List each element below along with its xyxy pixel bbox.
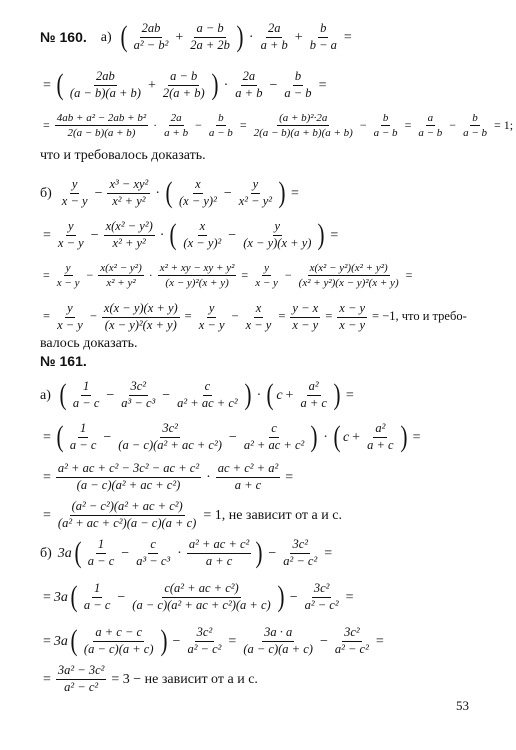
- numerator: 1: [78, 422, 88, 438]
- denominator: 2a + 2b: [190, 37, 230, 52]
- fraction: [187, 538, 251, 569]
- denominator: a − c: [83, 597, 111, 612]
- fraction: [161, 70, 207, 101]
- fraction: [102, 302, 180, 333]
- denominator: x² + y²: [106, 277, 136, 290]
- fraction: [82, 626, 156, 657]
- p161b-label: б): [40, 545, 52, 561]
- numerator: a − b: [168, 70, 199, 86]
- numerator: x − y: [337, 302, 367, 318]
- variable-c: c: [342, 429, 350, 445]
- p161a-line4: = $\frac{\text{(a² − c²)(a² + ac + c²)}}{\text{(a² + ac + c²)(a − c)(a + c)}}$ = 1, не зависит от a и c.: [43, 499, 342, 530]
- result-text: = 1;: [494, 118, 514, 132]
- fraction: [162, 112, 190, 139]
- denominator: a − c: [87, 553, 115, 568]
- numerator: x(x − y)(x + y): [102, 302, 180, 318]
- fraction: [241, 626, 315, 657]
- numerator: x(x² − y²): [104, 220, 155, 236]
- p161b-line4: = $\frac{\text{3a² − 3c²}}{\text{a² − c²}}$ = 3 − не зависит от a и c.: [43, 663, 258, 694]
- fraction: [98, 262, 144, 289]
- numerator: b: [381, 112, 391, 126]
- denominator: a² + ac + c²: [243, 437, 305, 452]
- fraction: [86, 538, 116, 569]
- numerator: (a² − c²)(a² + ac + c²): [70, 500, 185, 516]
- numerator: c: [148, 538, 158, 554]
- p161a-line1: а) ( $\frac{1}{a - c}$ − $\frac{\text{3c²}}{\text{a³ − c³}}$ − $\frac{c}{\text{a² + ac + c²}}$ ) · ( c + $\frac{\text{a²}}{a + c}$ ) =: [40, 378, 354, 412]
- numerator: a²: [307, 380, 321, 396]
- numerator: 1: [96, 538, 106, 554]
- fraction: [56, 664, 106, 695]
- fraction: [56, 462, 201, 493]
- fraction: [82, 582, 112, 613]
- denominator: a + c: [234, 477, 262, 492]
- denominator: a + b: [235, 85, 263, 100]
- denominator: x − y: [57, 235, 84, 250]
- p160a-line3: = $\frac{\text{4ab + a² − 2ab + b²}}{2(a - b)(a + b)}$ · $\frac{2a}{a + b}$ − $\frac{b}{a - b}$ = $\frac{\text{(a + b)²·2a}}{2(a - b)(a + b)(a + b)}$ − $\frac{b}{a - b}$ = $\frac{a}{a - b}$ − $\frac{b}{a - b}$ = 1;: [43, 112, 514, 140]
- denominator: a² − c²: [64, 679, 99, 694]
- numerator: y: [65, 302, 75, 318]
- p161a-line3: = $\frac{\text{a² + ac + c² − 3c² − ac + c²}}{\text{(a − c)(a² + ac + c²)}}$ · $\frac{\text{ac + c² + a²}}{a + c}$ =: [43, 461, 294, 492]
- p161a-line2: = ( $\frac{1}{a - c}$ − $\frac{\text{3c²}}{\text{(a − c)(a² + ac + c²)}}$ − $\frac{c}{\text{a² + ac + c²}}$ ) · ( c + $\frac{\text{a²}}{a + c}$ ) =: [43, 420, 421, 454]
- fraction: [119, 380, 157, 411]
- numerator: y: [64, 262, 73, 276]
- fraction: [244, 302, 274, 333]
- denominator: a − c: [72, 395, 100, 410]
- fraction: [461, 112, 489, 139]
- denominator: x − y: [292, 317, 319, 332]
- denominator: (x − y)²(x + y): [104, 317, 177, 332]
- numerator: 3c²: [160, 422, 180, 438]
- denominator: x − y: [56, 277, 80, 290]
- numerator: 1: [92, 582, 102, 598]
- denominator: (x − y)²(x + y): [165, 277, 229, 290]
- numerator: ac + c² + a²: [216, 462, 280, 478]
- p160a-line1: № 160. а) ( $\frac{2ab}{\text{a² − b²}}$ + $\frac{a - b}{2a + 2b}$ ) · $\frac{2a}{a + b}$ + $\frac{b}{b - a}$ =: [40, 20, 352, 54]
- denominator: x − y: [245, 317, 272, 332]
- denominator: a − b: [208, 127, 233, 140]
- numerator: y: [262, 262, 271, 276]
- numerator: a + c − c: [93, 626, 144, 642]
- numerator: a: [426, 112, 436, 126]
- problem-161-number: № 161.: [40, 353, 87, 369]
- fraction: [71, 380, 101, 411]
- denominator: 2(a + b): [162, 85, 205, 100]
- fraction: [233, 70, 264, 101]
- numerator: 3a · a: [262, 626, 294, 642]
- denominator: x − y: [61, 193, 88, 208]
- fraction: [68, 70, 143, 101]
- denominator: a + c: [367, 437, 394, 452]
- fraction: [365, 422, 395, 453]
- denominator: (a − b)(a + b): [69, 85, 141, 100]
- paren-close: ): [236, 20, 244, 54]
- fraction: [337, 302, 367, 333]
- numerator: 2ab: [94, 70, 117, 86]
- denominator: (a − c)(a + c): [243, 641, 313, 656]
- numerator: 2ab: [140, 22, 163, 38]
- fraction: [188, 22, 232, 53]
- fraction: [177, 178, 219, 209]
- denominator: (x − y)(x + y): [243, 235, 312, 250]
- numerator: 4ab + a² − 2ab + b²: [55, 112, 148, 126]
- denominator: x − y: [57, 317, 83, 332]
- numerator: x: [198, 220, 208, 236]
- p161-header: [40, 354, 101, 369]
- numerator: 3c²: [342, 626, 362, 642]
- denominator: a + b: [164, 127, 189, 140]
- numerator: y: [207, 302, 217, 318]
- numerator: x: [254, 302, 264, 318]
- numerator: a − b: [194, 22, 225, 38]
- fraction: [282, 70, 313, 101]
- numerator: 3c²: [290, 538, 310, 554]
- p161b-line3: = 3a ( $\frac{a + c - c}{(a - c)(a + c)}$ ) − $\frac{\text{3c²}}{\text{a² − c²}}$ = $\frac{3a \cdot a}{(a - c)(a + c)}$ − $\frac{\text{3c²}}{\text{a² − c²}}$ =: [43, 624, 384, 658]
- denominator: (a − c)(a² + ac + c²): [76, 477, 181, 492]
- fraction: [60, 178, 90, 209]
- numerator: 1: [81, 380, 91, 396]
- fraction: [185, 626, 223, 657]
- denominator: x − y: [255, 277, 278, 290]
- fraction: [281, 538, 319, 569]
- p160b-line2: = $\frac{y}{x - y}$ − $\frac{\text{x(x² − y²)}}{\text{x² + y²}}$ · ( $\frac{x}{\text{(x − y)²}}$ − $\frac{y}{(x - y)(x + y)}$ ) =: [43, 218, 339, 252]
- p160a-label: а): [100, 29, 112, 45]
- fraction: [132, 22, 171, 53]
- numerator: b: [470, 112, 480, 126]
- numerator: 2a: [241, 70, 258, 86]
- denominator: (a − c)(a² + ac + c²)(a + c): [132, 597, 271, 612]
- numerator: b: [293, 70, 303, 86]
- numerator: 3a² − 3c²: [56, 664, 106, 680]
- coefficient: 3a: [53, 633, 68, 649]
- denominator: a² − c²: [304, 597, 339, 612]
- p160a-line2: = ( $\frac{2ab}{(a - b)(a + b)}$ + $\frac{a - b}{2(a + b)}$ ) · $\frac{2a}{a + b}$ − $\frac{b}{a - b}$ =: [43, 68, 327, 102]
- fraction: [56, 220, 86, 251]
- numerator: x³ − xy²: [107, 178, 150, 194]
- fraction: [55, 262, 82, 289]
- denominator: (x − y)²: [183, 235, 222, 250]
- denominator: a + c: [205, 553, 233, 568]
- fraction: [175, 380, 239, 411]
- result-text: = −1, что и требо-: [372, 309, 467, 324]
- numerator: 3c²: [195, 626, 215, 642]
- fraction: [333, 626, 371, 657]
- denominator: x − y: [198, 317, 225, 332]
- paren-open: (: [120, 20, 128, 54]
- denominator: a − b: [463, 127, 487, 140]
- denominator: a² − b²: [133, 37, 169, 52]
- page-number: 53: [456, 698, 469, 713]
- coefficient: 3a: [57, 545, 72, 561]
- result-text: = 3 − не зависит от a и c.: [111, 671, 258, 687]
- fraction: [259, 22, 290, 53]
- numerator: (a + b)²·2a: [277, 112, 329, 126]
- fraction: [297, 262, 401, 289]
- numerator: x² + xy − xy + y²: [158, 262, 237, 276]
- fraction: [56, 500, 198, 531]
- numerator: c: [203, 380, 213, 396]
- denominator: x² + y²: [112, 235, 146, 250]
- numerator: y: [66, 220, 76, 236]
- denominator: a² − c²: [334, 641, 369, 656]
- numerator: 2a: [169, 112, 184, 126]
- denominator: b − a: [309, 37, 337, 52]
- numerator: a²: [373, 422, 387, 438]
- p160b-line1: б) $\frac{y}{x - y}$ − $\frac{\text{x³ − xy²}}{\text{x² + y²}}$ · ( $\frac{x}{\text{(x − y)²}}$ − $\frac{y}{\text{x² − y²}}$ ) =: [40, 176, 299, 210]
- denominator: a − c: [69, 437, 97, 452]
- denominator: a² − c²: [283, 553, 318, 568]
- fraction: [55, 112, 148, 139]
- fraction: [308, 22, 339, 53]
- denominator: (x² + y²)(x − y)²(x + y): [298, 277, 399, 290]
- fraction: [372, 112, 400, 139]
- fraction: [158, 262, 237, 289]
- numerator: x(x² − y²): [98, 262, 144, 276]
- denominator: a² − c²: [187, 641, 222, 656]
- fraction: [216, 462, 280, 493]
- denominator: x² + y²: [112, 193, 146, 208]
- numerator: 3c²: [312, 582, 332, 598]
- denominator: a³ − c³: [136, 553, 171, 568]
- fraction: [252, 112, 355, 139]
- fraction: [107, 178, 150, 209]
- p160a-conclusion: что и требовалось доказать.: [40, 148, 206, 163]
- denominator: a + b: [260, 37, 288, 52]
- fraction: [207, 112, 235, 139]
- result-text: = 1, не зависит от a и c.: [203, 507, 342, 523]
- numerator: x(x² − y²)(x² + y²): [308, 262, 390, 276]
- numerator: c: [269, 422, 279, 438]
- fraction: [298, 380, 328, 411]
- denominator: x² − y²: [238, 193, 273, 208]
- numerator: y: [273, 220, 283, 236]
- coefficient: 3a: [53, 589, 68, 605]
- fraction: [237, 178, 274, 209]
- fraction: [104, 220, 155, 251]
- fraction: [181, 220, 223, 251]
- numerator: x: [193, 178, 203, 194]
- denominator: 2(a − b)(a + b): [67, 127, 136, 140]
- denominator: (a² + ac + c²)(a − c)(a + c): [57, 515, 197, 530]
- p161b-line2: = 3a ( $\frac{1}{a - c}$ − $\frac{\text{c(a² + ac + c²)}}{\text{(a − c)(a² + ac + c²)(a + c)}}$ ) − $\frac{\text{3c²}}{\text{a² − c²}}$ =: [43, 580, 354, 614]
- fraction: [290, 302, 320, 333]
- denominator: (a − c)(a² + ac + c²): [118, 437, 222, 452]
- fraction: [55, 302, 85, 333]
- numerator: a² + ac + c²: [187, 538, 251, 554]
- fraction: [116, 422, 224, 453]
- denominator: 2(a − b)(a + b)(a + b): [253, 127, 353, 140]
- denominator: a³ − c³: [121, 395, 156, 410]
- denominator: a − b: [373, 127, 398, 140]
- fraction: [416, 112, 444, 139]
- denominator: (x − y)²: [178, 193, 217, 208]
- fraction: [134, 538, 172, 569]
- numerator: b: [216, 112, 226, 126]
- denominator: a + c: [300, 395, 327, 410]
- denominator: a − b: [284, 85, 312, 100]
- numerator: 3c²: [129, 380, 149, 396]
- denominator: (a − c)(a + c): [83, 641, 154, 656]
- p161b-line1: б) 3a ( $\frac{1}{a - c}$ − $\frac{c}{\text{a³ − c³}}$ · $\frac{\text{a² + ac + c²}}{a + c}$ ) − $\frac{\text{3c²}}{\text{a² − c²}}$ =: [40, 536, 333, 570]
- fraction: [253, 262, 280, 289]
- numerator: y − x: [290, 302, 320, 318]
- numerator: c(a² + ac + c²): [162, 582, 240, 598]
- p160b-line4: = $\frac{y}{x - y}$ − $\frac{x(x - y)(x + y)}{\text{(x − y)²(x + y)}}$ = $\frac{y}{x - y}$ − $\frac{x}{x - y}$ = $\frac{y - x}{x - y}$ = $\frac{x - y}{x - y}$ = −1, что и требо-: [43, 301, 467, 332]
- numerator: 2a: [266, 22, 283, 38]
- numerator: y: [251, 178, 261, 194]
- fraction: [303, 582, 341, 613]
- p160b-conclusion: валось доказать.: [40, 336, 138, 351]
- denominator: a² + ac + c²: [177, 395, 238, 410]
- denominator: a − b: [418, 127, 443, 140]
- problem-160-number: № 160.: [40, 28, 87, 45]
- denominator: x − y: [339, 317, 366, 332]
- numerator: y: [70, 178, 80, 194]
- fraction: [242, 422, 306, 453]
- variable-c: c: [276, 387, 283, 403]
- numerator: a² + ac + c² − 3c² − ac + c²: [56, 462, 201, 478]
- fraction: [130, 582, 272, 613]
- p161a-label: а): [40, 387, 51, 403]
- numerator: b: [318, 22, 328, 38]
- p160b-label: б): [40, 185, 52, 201]
- fraction: [197, 302, 227, 333]
- fraction: [241, 220, 313, 251]
- p160b-line3: = $\frac{y}{x - y}$ − $\frac{\text{x(x² − y²)}}{\text{x² + y²}}$ · $\frac{\text{x² + xy − xy + y²}}{\text{(x − y)²(x + y)}}$ = $\frac{y}{x - y}$ − $\frac{\text{x(x² − y²)(x² + y²)}}{\text{(x² + y²)(x − y)²(x + y)}}$ =: [43, 262, 413, 290]
- fraction: [68, 422, 98, 453]
